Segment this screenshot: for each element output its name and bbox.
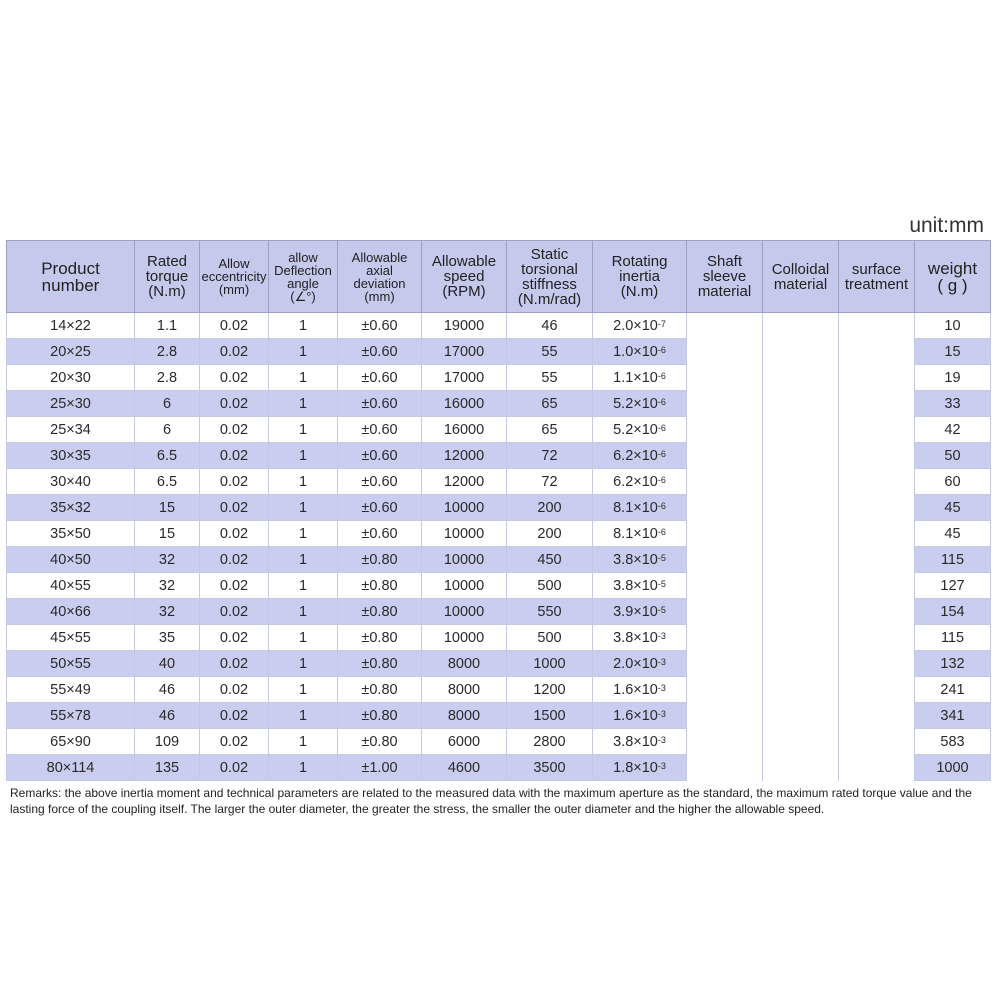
table-row bbox=[7, 703, 991, 729]
colloidal-cell bbox=[763, 391, 839, 417]
angle-cell: 1 bbox=[269, 755, 338, 781]
inertia-base: 2.0×10 bbox=[613, 317, 658, 334]
inertia-base: 3.8×10 bbox=[613, 733, 658, 750]
torque-cell: 46 bbox=[135, 677, 200, 703]
colloidal-cell bbox=[763, 573, 839, 599]
inertia-cell bbox=[593, 443, 687, 469]
product-cell: 30×35 bbox=[7, 443, 135, 469]
axial-cell: ±0.60 bbox=[338, 495, 422, 521]
product-cell: 40×55 bbox=[7, 573, 135, 599]
shaft-sleeve-cell bbox=[687, 417, 763, 443]
col-header-product: Product number bbox=[7, 241, 135, 313]
axial-cell: ±0.60 bbox=[338, 443, 422, 469]
axial-cell: ±0.60 bbox=[338, 365, 422, 391]
eccentricity-cell: 0.02 bbox=[200, 625, 269, 651]
inertia-cell bbox=[593, 547, 687, 573]
surface-cell bbox=[839, 365, 915, 391]
angle-cell: 1 bbox=[269, 313, 338, 339]
shaft-sleeve-cell bbox=[687, 755, 763, 781]
surface-cell bbox=[839, 755, 915, 781]
table-row bbox=[7, 573, 991, 599]
shaft-sleeve-cell bbox=[687, 703, 763, 729]
eccentricity-cell: 0.02 bbox=[200, 417, 269, 443]
product-cell: 20×30 bbox=[7, 365, 135, 391]
stiffness-cell: 3500 bbox=[507, 755, 593, 781]
speed-cell: 17000 bbox=[422, 365, 507, 391]
stiffness-cell: 1500 bbox=[507, 703, 593, 729]
inertia-cell bbox=[593, 313, 687, 339]
colloidal-cell bbox=[763, 339, 839, 365]
colloidal-cell bbox=[763, 599, 839, 625]
inertia-exponent: -6 bbox=[657, 370, 666, 381]
col-header-torque: Rated torque (N.m) bbox=[135, 241, 200, 313]
surface-cell bbox=[839, 469, 915, 495]
stiffness-cell: 65 bbox=[507, 391, 593, 417]
table-row bbox=[7, 625, 991, 651]
stiffness-cell: 200 bbox=[507, 521, 593, 547]
inertia-exponent: -3 bbox=[657, 734, 666, 745]
weight-cell: 154 bbox=[915, 599, 991, 625]
weight-cell: 341 bbox=[915, 703, 991, 729]
surface-cell bbox=[839, 703, 915, 729]
colloidal-cell bbox=[763, 443, 839, 469]
stiffness-cell: 500 bbox=[507, 625, 593, 651]
colloidal-cell bbox=[763, 365, 839, 391]
eccentricity-cell: 0.02 bbox=[200, 495, 269, 521]
weight-cell: 115 bbox=[915, 625, 991, 651]
speed-cell: 10000 bbox=[422, 547, 507, 573]
stiffness-cell: 72 bbox=[507, 469, 593, 495]
torque-cell: 46 bbox=[135, 703, 200, 729]
colloidal-cell bbox=[763, 677, 839, 703]
colloidal-cell bbox=[763, 651, 839, 677]
colloidal-cell bbox=[763, 755, 839, 781]
table-row bbox=[7, 313, 991, 339]
shaft-sleeve-cell bbox=[687, 599, 763, 625]
axial-cell: ±0.80 bbox=[338, 547, 422, 573]
stiffness-cell: 1000 bbox=[507, 651, 593, 677]
inertia-exponent: -6 bbox=[657, 422, 666, 433]
weight-cell: 45 bbox=[915, 521, 991, 547]
table-row bbox=[7, 677, 991, 703]
axial-cell: ±0.60 bbox=[338, 313, 422, 339]
inertia-cell bbox=[593, 521, 687, 547]
product-cell: 80×114 bbox=[7, 755, 135, 781]
table-row bbox=[7, 521, 991, 547]
surface-cell bbox=[839, 677, 915, 703]
stiffness-cell: 200 bbox=[507, 495, 593, 521]
inertia-cell bbox=[593, 573, 687, 599]
speed-cell: 10000 bbox=[422, 521, 507, 547]
speed-cell: 12000 bbox=[422, 469, 507, 495]
speed-cell: 4600 bbox=[422, 755, 507, 781]
speed-cell: 16000 bbox=[422, 391, 507, 417]
inertia-base: 3.8×10 bbox=[613, 577, 658, 594]
torque-cell: 6.5 bbox=[135, 443, 200, 469]
spec-table bbox=[6, 240, 991, 781]
product-cell: 55×49 bbox=[7, 677, 135, 703]
surface-cell bbox=[839, 625, 915, 651]
weight-cell: 241 bbox=[915, 677, 991, 703]
inertia-base: 3.8×10 bbox=[613, 629, 658, 646]
col-header-surface: surface treatment bbox=[839, 241, 915, 313]
speed-cell: 10000 bbox=[422, 573, 507, 599]
shaft-sleeve-cell bbox=[687, 469, 763, 495]
angle-cell: 1 bbox=[269, 651, 338, 677]
unit-label: unit:mm bbox=[909, 214, 984, 237]
torque-cell: 1.1 bbox=[135, 313, 200, 339]
inertia-cell bbox=[593, 625, 687, 651]
inertia-cell bbox=[593, 365, 687, 391]
inertia-exponent: -6 bbox=[657, 448, 666, 459]
eccentricity-cell: 0.02 bbox=[200, 391, 269, 417]
surface-cell bbox=[839, 599, 915, 625]
eccentricity-cell: 0.02 bbox=[200, 547, 269, 573]
speed-cell: 10000 bbox=[422, 625, 507, 651]
surface-cell bbox=[839, 339, 915, 365]
inertia-exponent: -6 bbox=[657, 396, 666, 407]
torque-cell: 15 bbox=[135, 521, 200, 547]
torque-cell: 109 bbox=[135, 729, 200, 755]
eccentricity-cell: 0.02 bbox=[200, 443, 269, 469]
col-header-speed: Allowable speed (RPM) bbox=[422, 241, 507, 313]
weight-cell: 50 bbox=[915, 443, 991, 469]
shaft-sleeve-cell bbox=[687, 443, 763, 469]
eccentricity-cell: 0.02 bbox=[200, 313, 269, 339]
table-row bbox=[7, 651, 991, 677]
weight-cell: 60 bbox=[915, 469, 991, 495]
inertia-cell bbox=[593, 391, 687, 417]
speed-cell: 8000 bbox=[422, 703, 507, 729]
weight-cell: 19 bbox=[915, 365, 991, 391]
surface-cell bbox=[839, 573, 915, 599]
torque-cell: 6 bbox=[135, 391, 200, 417]
speed-cell: 8000 bbox=[422, 651, 507, 677]
torque-cell: 2.8 bbox=[135, 339, 200, 365]
angle-cell: 1 bbox=[269, 625, 338, 651]
table-row bbox=[7, 547, 991, 573]
surface-cell bbox=[839, 391, 915, 417]
angle-cell: 1 bbox=[269, 365, 338, 391]
inertia-exponent: -5 bbox=[657, 552, 666, 563]
angle-cell: 1 bbox=[269, 391, 338, 417]
shaft-sleeve-cell bbox=[687, 625, 763, 651]
torque-cell: 135 bbox=[135, 755, 200, 781]
weight-cell: 132 bbox=[915, 651, 991, 677]
eccentricity-cell: 0.02 bbox=[200, 703, 269, 729]
inertia-base: 1.6×10 bbox=[613, 707, 658, 724]
colloidal-cell bbox=[763, 495, 839, 521]
col-header-eccentricity: Allow eccentricity (mm) bbox=[200, 241, 269, 313]
product-cell: 14×22 bbox=[7, 313, 135, 339]
col-header-deflection: allow Deflection angle (∠°) bbox=[269, 241, 338, 313]
product-cell: 40×50 bbox=[7, 547, 135, 573]
inertia-base: 3.8×10 bbox=[613, 551, 658, 568]
table-body bbox=[7, 313, 991, 781]
table-row bbox=[7, 339, 991, 365]
table-row bbox=[7, 729, 991, 755]
surface-cell bbox=[839, 521, 915, 547]
colloidal-cell bbox=[763, 547, 839, 573]
inertia-exponent: -6 bbox=[657, 500, 666, 511]
inertia-base: 6.2×10 bbox=[613, 473, 658, 490]
axial-cell: ±0.60 bbox=[338, 391, 422, 417]
inertia-base: 5.2×10 bbox=[613, 421, 658, 438]
stiffness-cell: 2800 bbox=[507, 729, 593, 755]
axial-cell: ±0.60 bbox=[338, 521, 422, 547]
angle-cell: 1 bbox=[269, 703, 338, 729]
shaft-sleeve-cell bbox=[687, 339, 763, 365]
speed-cell: 8000 bbox=[422, 677, 507, 703]
inertia-exponent: -3 bbox=[657, 708, 666, 719]
angle-cell: 1 bbox=[269, 573, 338, 599]
product-cell: 40×66 bbox=[7, 599, 135, 625]
inertia-cell bbox=[593, 755, 687, 781]
colloidal-cell bbox=[763, 313, 839, 339]
shaft-sleeve-cell bbox=[687, 547, 763, 573]
table-row bbox=[7, 417, 991, 443]
eccentricity-cell: 0.02 bbox=[200, 339, 269, 365]
shaft-sleeve-cell bbox=[687, 729, 763, 755]
inertia-cell bbox=[593, 729, 687, 755]
inertia-base: 5.2×10 bbox=[613, 395, 658, 412]
col-header-inertia: Rotating inertia (N.m) bbox=[593, 241, 687, 313]
surface-cell bbox=[839, 651, 915, 677]
inertia-exponent: -3 bbox=[657, 656, 666, 667]
axial-cell: ±0.60 bbox=[338, 417, 422, 443]
shaft-sleeve-cell bbox=[687, 391, 763, 417]
table-row bbox=[7, 755, 991, 781]
inertia-cell bbox=[593, 599, 687, 625]
inertia-cell bbox=[593, 677, 687, 703]
shaft-sleeve-cell bbox=[687, 521, 763, 547]
stiffness-cell: 1200 bbox=[507, 677, 593, 703]
axial-cell: ±0.80 bbox=[338, 625, 422, 651]
inertia-base: 8.1×10 bbox=[613, 525, 658, 542]
eccentricity-cell: 0.02 bbox=[200, 651, 269, 677]
product-cell: 30×40 bbox=[7, 469, 135, 495]
shaft-sleeve-cell bbox=[687, 573, 763, 599]
product-cell: 25×30 bbox=[7, 391, 135, 417]
angle-cell: 1 bbox=[269, 677, 338, 703]
eccentricity-cell: 0.02 bbox=[200, 677, 269, 703]
stiffness-cell: 55 bbox=[507, 339, 593, 365]
torque-cell: 6 bbox=[135, 417, 200, 443]
inertia-cell bbox=[593, 651, 687, 677]
inertia-base: 6.2×10 bbox=[613, 447, 658, 464]
axial-cell: ±1.00 bbox=[338, 755, 422, 781]
product-cell: 65×90 bbox=[7, 729, 135, 755]
inertia-exponent: -5 bbox=[657, 578, 666, 589]
col-header-axial: Allowable axial deviation (mm) bbox=[338, 241, 422, 313]
torque-cell: 32 bbox=[135, 599, 200, 625]
weight-cell: 45 bbox=[915, 495, 991, 521]
table-row bbox=[7, 495, 991, 521]
inertia-cell bbox=[593, 417, 687, 443]
surface-cell bbox=[839, 729, 915, 755]
speed-cell: 17000 bbox=[422, 339, 507, 365]
weight-cell: 10 bbox=[915, 313, 991, 339]
header-row bbox=[7, 241, 991, 313]
axial-cell: ±0.80 bbox=[338, 573, 422, 599]
colloidal-cell bbox=[763, 417, 839, 443]
inertia-cell bbox=[593, 339, 687, 365]
axial-cell: ±0.80 bbox=[338, 729, 422, 755]
stiffness-cell: 65 bbox=[507, 417, 593, 443]
speed-cell: 19000 bbox=[422, 313, 507, 339]
eccentricity-cell: 0.02 bbox=[200, 521, 269, 547]
colloidal-cell bbox=[763, 469, 839, 495]
inertia-base: 3.9×10 bbox=[613, 603, 658, 620]
remarks-text: Remarks: the above inertia moment and technical parameters are related to the measured data with the maximum aperture as the standard, the maximum rated torque value and the lasting force of the coupling itself. The larger the outer diameter, the greater the stress, the smaller the outer diameter and the higher the allowable speed. bbox=[10, 786, 972, 816]
stiffness-cell: 450 bbox=[507, 547, 593, 573]
angle-cell: 1 bbox=[269, 417, 338, 443]
weight-cell: 33 bbox=[915, 391, 991, 417]
inertia-cell bbox=[593, 495, 687, 521]
inertia-base: 8.1×10 bbox=[613, 499, 658, 516]
inertia-exponent: -6 bbox=[657, 526, 666, 537]
colloidal-cell bbox=[763, 729, 839, 755]
product-cell: 45×55 bbox=[7, 625, 135, 651]
col-header-shaft-sleeve: Shaft sleeve material bbox=[687, 241, 763, 313]
table-row bbox=[7, 469, 991, 495]
eccentricity-cell: 0.02 bbox=[200, 365, 269, 391]
eccentricity-cell: 0.02 bbox=[200, 573, 269, 599]
axial-cell: ±0.80 bbox=[338, 703, 422, 729]
inertia-base: 1.8×10 bbox=[613, 759, 658, 776]
table-row bbox=[7, 443, 991, 469]
axial-cell: ±0.80 bbox=[338, 677, 422, 703]
shaft-sleeve-cell bbox=[687, 313, 763, 339]
shaft-sleeve-cell bbox=[687, 495, 763, 521]
inertia-cell bbox=[593, 469, 687, 495]
inertia-exponent: -3 bbox=[657, 682, 666, 693]
shaft-sleeve-cell bbox=[687, 677, 763, 703]
speed-cell: 12000 bbox=[422, 443, 507, 469]
col-header-stiffness: Static torsional stiffness (N.m/rad) bbox=[507, 241, 593, 313]
product-cell: 20×25 bbox=[7, 339, 135, 365]
angle-cell: 1 bbox=[269, 469, 338, 495]
inertia-exponent: -6 bbox=[657, 474, 666, 485]
speed-cell: 10000 bbox=[422, 495, 507, 521]
axial-cell: ±0.80 bbox=[338, 651, 422, 677]
col-header-colloidal: Colloidal material bbox=[763, 241, 839, 313]
torque-cell: 32 bbox=[135, 573, 200, 599]
stiffness-cell: 550 bbox=[507, 599, 593, 625]
torque-cell: 35 bbox=[135, 625, 200, 651]
shaft-sleeve-cell bbox=[687, 651, 763, 677]
eccentricity-cell: 0.02 bbox=[200, 469, 269, 495]
inertia-base: 2.0×10 bbox=[613, 655, 658, 672]
inertia-base: 1.0×10 bbox=[613, 343, 658, 360]
product-cell: 50×55 bbox=[7, 651, 135, 677]
weight-cell: 42 bbox=[915, 417, 991, 443]
surface-cell bbox=[839, 417, 915, 443]
eccentricity-cell: 0.02 bbox=[200, 755, 269, 781]
angle-cell: 1 bbox=[269, 547, 338, 573]
table-row bbox=[7, 365, 991, 391]
stiffness-cell: 500 bbox=[507, 573, 593, 599]
axial-cell: ±0.60 bbox=[338, 339, 422, 365]
table-row bbox=[7, 599, 991, 625]
colloidal-cell bbox=[763, 625, 839, 651]
table-row bbox=[7, 391, 991, 417]
surface-cell bbox=[839, 547, 915, 573]
inertia-base: 1.6×10 bbox=[613, 681, 658, 698]
torque-cell: 2.8 bbox=[135, 365, 200, 391]
speed-cell: 6000 bbox=[422, 729, 507, 755]
surface-cell bbox=[839, 443, 915, 469]
weight-cell: 1000 bbox=[915, 755, 991, 781]
stiffness-cell: 46 bbox=[507, 313, 593, 339]
inertia-exponent: -3 bbox=[657, 630, 666, 641]
product-cell: 55×78 bbox=[7, 703, 135, 729]
col-header-weight: weight ( g ) bbox=[915, 241, 991, 313]
stiffness-cell: 72 bbox=[507, 443, 593, 469]
axial-cell: ±0.60 bbox=[338, 469, 422, 495]
inertia-exponent: -3 bbox=[657, 760, 666, 771]
weight-cell: 127 bbox=[915, 573, 991, 599]
eccentricity-cell: 0.02 bbox=[200, 729, 269, 755]
inertia-base: 1.1×10 bbox=[613, 369, 658, 386]
speed-cell: 10000 bbox=[422, 599, 507, 625]
colloidal-cell bbox=[763, 703, 839, 729]
torque-cell: 6.5 bbox=[135, 469, 200, 495]
inertia-exponent: -5 bbox=[657, 604, 666, 615]
angle-cell: 1 bbox=[269, 599, 338, 625]
angle-cell: 1 bbox=[269, 729, 338, 755]
speed-cell: 16000 bbox=[422, 417, 507, 443]
torque-cell: 32 bbox=[135, 547, 200, 573]
weight-cell: 15 bbox=[915, 339, 991, 365]
inertia-exponent: -6 bbox=[657, 344, 666, 355]
surface-cell bbox=[839, 495, 915, 521]
inertia-exponent: -7 bbox=[657, 318, 666, 329]
eccentricity-cell: 0.02 bbox=[200, 599, 269, 625]
shaft-sleeve-cell bbox=[687, 365, 763, 391]
colloidal-cell bbox=[763, 521, 839, 547]
weight-cell: 583 bbox=[915, 729, 991, 755]
axial-cell: ±0.80 bbox=[338, 599, 422, 625]
inertia-cell bbox=[593, 703, 687, 729]
product-cell: 35×32 bbox=[7, 495, 135, 521]
surface-cell bbox=[839, 313, 915, 339]
torque-cell: 40 bbox=[135, 651, 200, 677]
angle-cell: 1 bbox=[269, 521, 338, 547]
torque-cell: 15 bbox=[135, 495, 200, 521]
product-cell: 35×50 bbox=[7, 521, 135, 547]
stiffness-cell: 55 bbox=[507, 365, 593, 391]
angle-cell: 1 bbox=[269, 443, 338, 469]
angle-cell: 1 bbox=[269, 495, 338, 521]
angle-cell: 1 bbox=[269, 339, 338, 365]
product-cell: 25×34 bbox=[7, 417, 135, 443]
weight-cell: 115 bbox=[915, 547, 991, 573]
